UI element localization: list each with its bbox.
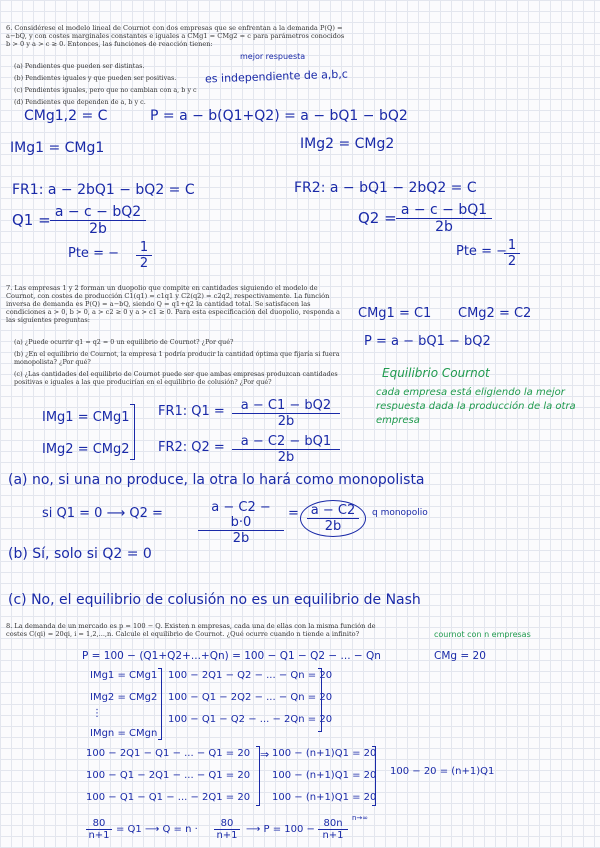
img1-equals-cmg1: IMg1 = CMg1 xyxy=(10,140,105,156)
slope-2-numerator: 1 xyxy=(504,238,520,254)
answer-7a-monopoly-fraction xyxy=(300,500,366,537)
q1-solution-fraction xyxy=(86,818,112,841)
q2-denominator: 2b xyxy=(435,219,453,235)
implies-arrow: ⇒ xyxy=(260,748,270,761)
handwritten-independent-note: es independiente de a,b,c xyxy=(204,67,349,86)
question-7a: (a) ¿Puede ocurrir q1 = q2 = 0 un equilibrio de Cournot? ¿Por qué? xyxy=(14,338,234,346)
answer-7a-denominator-1: 2b xyxy=(232,531,250,546)
problem-7-statement: 7. Las empresas 1 y 2 forman un duopolio que compite en cantidades siguiendo el modelo de Cournot, con costes de producción C1(q1) = c1q1 y C2(q2) = c2q2, respectivamente. La función inversa de demanda es P(Q) = a−bQ, siendo Q = q1+q2 la cantidad total. Se satisfacen las condiciones a > 0, b > 0, a > c2 ≥ 0 y a > c1 ≥ 0. Para esta especificación del duopolio, responda a las siguientes preguntas: xyxy=(6,284,340,324)
option-c: (c) Pendientes iguales, pero que no cambian con a, b y c xyxy=(14,86,197,94)
answer-7a-numerator-2: a − C2 xyxy=(307,503,359,519)
fr2-denominator-7: 2b xyxy=(277,450,295,465)
img-brace xyxy=(158,668,162,740)
equilibrium-note: cada empresa está eligiendo la mejor respuesta dada la producción de la otra empresa xyxy=(376,387,576,426)
symmetric-row-1: 100 − 2Q1 − Q1 − ... − Q1 = 20 xyxy=(86,748,251,759)
reaction-function-1: FR1: a − 2bQ1 − bQ2 = C xyxy=(12,182,195,198)
price-equation-6: P = a − b(Q1+Q2) = a − bQ1 − bQ2 xyxy=(150,108,408,124)
q1-denominator: 2b xyxy=(89,221,107,237)
fr2-label-7: FR2: Q2 = xyxy=(158,440,225,455)
q-total-label: = Q1 ⟶ Q = n · xyxy=(116,824,198,835)
slope-2-fraction xyxy=(504,238,520,269)
img-row-n: IMgn = CMgn xyxy=(90,728,158,739)
q2-numerator: a − c − bQ1 xyxy=(396,202,492,219)
result-row-2: 100 − (n+1)Q1 = 20 xyxy=(272,770,377,781)
slope-2-label: Pte = − xyxy=(456,244,507,259)
q1-solution-denominator: n+1 xyxy=(88,830,110,841)
result-final: 100 − 20 = (n+1)Q1 xyxy=(390,766,495,777)
q-total-fraction xyxy=(214,818,240,841)
q-total-denominator: n+1 xyxy=(216,830,238,841)
slope-1-label: Pte = − xyxy=(68,246,119,261)
img-row-dots: ⋮ xyxy=(92,708,102,719)
q2-fraction xyxy=(396,202,492,235)
problem-8-statement: 8. La demanda de un mercado es p = 100 − Q. Existen n empresas, cada una de ellas con la misma función de costes C(qi) = 20qi, i = 1,2,...,n. Calcule el equilibrio de Cournot. ¿Qué ocurre cuando n tiende a infinito? xyxy=(6,622,376,638)
fr2-numerator-7: a − C2 − bQ1 xyxy=(232,434,340,450)
fr1-numerator-7: a − C1 − bQ2 xyxy=(232,398,340,414)
cmg1-c1: CMg1 = C1 xyxy=(358,306,432,321)
note-mejor-respuesta: mejor respuesta xyxy=(240,52,306,61)
answer-7c: (c) No, el equilibrio de colusión no es un equilibrio de Nash xyxy=(8,592,421,608)
slope-1-numerator: 1 xyxy=(136,240,152,256)
fr1-fraction-7 xyxy=(232,398,340,429)
question-7c: (c) ¿Las cantidades del equilibrio de Cournot puede ser que ambas empresas produzcan cantidades positivas e iguales a las que producirían en el equilibrio de colusión? ¿Por qué? xyxy=(14,370,338,386)
slope-1-fraction xyxy=(136,240,152,271)
monopoly-note: q monopolio xyxy=(372,508,428,518)
system-brace xyxy=(318,668,322,732)
problem-6-statement: 6. Considérese el modelo lineal de Cournot con dos empresas que se enfrentan a la demanda P(Q) = a−bQ, y con costes marginales constantes e iguales a CMg1 = CMg2 = c para parámetros conocidos b > 0 y a > c ≥ 0. Entonces, las funciones de reacción tienen: xyxy=(6,24,345,48)
slope-2-denominator: 2 xyxy=(507,254,517,269)
img2-cmg2-7: IMg2 = CMg2 xyxy=(42,442,130,457)
answer-7a: (a) no, si una no produce, la otra lo hará como monopolista xyxy=(8,472,425,488)
price-equation-8: P = 100 − (Q1+Q2+...+Qn) = 100 − Q1 − Q2 − ... − Qn xyxy=(82,650,381,662)
q1-fraction xyxy=(50,204,146,237)
fr1-denominator-7: 2b xyxy=(277,414,295,429)
q1-numerator: a − c − bQ2 xyxy=(50,204,146,221)
price-solution-fraction xyxy=(318,818,348,841)
system-row-1: 100 − 2Q1 − Q2 − ... − Qn = 20 xyxy=(168,670,333,681)
q1-solution-numerator: 80 xyxy=(86,818,112,830)
img1-cmg1-7: IMg1 = CMg1 xyxy=(42,410,130,425)
fr1-label-7: FR1: Q1 = xyxy=(158,404,225,419)
answer-7a-derivation: si Q1 = 0 ⟶ Q2 = xyxy=(42,506,163,521)
reaction-function-2: FR2: a − bQ1 − 2bQ2 = C xyxy=(294,180,477,196)
system-row-2: 100 − Q1 − 2Q2 − ... − Qn = 20 xyxy=(168,692,333,703)
slope-1-denominator: 2 xyxy=(139,256,149,271)
price-solution-label: ⟶ P = 100 − xyxy=(246,824,315,835)
result-brace xyxy=(372,746,376,806)
system-row-n: 100 − Q1 − Q2 − ... − 2Qn = 20 xyxy=(168,714,333,725)
result-row-1: 100 − (n+1)Q1 = 20 xyxy=(272,748,377,759)
img-row-1: IMg1 = CMg1 xyxy=(90,670,158,681)
answer-7a-equals: = xyxy=(288,506,299,521)
cmg-20: CMg = 20 xyxy=(434,650,486,662)
fr2-fraction-7 xyxy=(232,434,340,465)
price-solution-denominator: n+1 xyxy=(322,830,344,841)
price-equation-7: P = a − bQ1 − bQ2 xyxy=(364,334,491,349)
symmetric-row-2: 100 − Q1 − 2Q1 − ... − Q1 = 20 xyxy=(86,770,251,781)
question-7b: (b) ¿En el equilibrio de Cournot, la empresa 1 podría producir la cantidad óptima que fijaría si fuera monopolista? ¿Por qué? xyxy=(14,350,340,366)
symmetric-row-3: 100 − Q1 − Q1 − ... − 2Q1 = 20 xyxy=(86,792,251,803)
limit-note: n→∞ xyxy=(352,814,369,822)
option-b: (b) Pendientes iguales y que pueden ser positivas. xyxy=(14,74,177,82)
option-d: (d) Pendientes que dependen de a, b y c. xyxy=(14,98,146,106)
option-a: (a) Pendientes que pueden ser distintas. xyxy=(14,62,145,70)
q2-label: Q2 = xyxy=(358,209,397,227)
q-total-numerator: 80 xyxy=(214,818,240,830)
cmg2-c2: CMg2 = C2 xyxy=(458,306,532,321)
answer-7b: (b) Sí, solo si Q2 = 0 xyxy=(8,546,152,562)
cournot-n-note: cournot con n empresas xyxy=(434,630,531,639)
answer-7a-denominator-2: 2b xyxy=(324,519,342,534)
answer-7a-numerator-1: a − C2 − b·0 xyxy=(198,500,284,531)
system-brace-7 xyxy=(130,404,135,460)
equilibrium-title: Equilibrio Cournot xyxy=(382,366,490,380)
img2-equals-cmg2: IMg2 = CMg2 xyxy=(300,136,395,152)
q1-label: Q1 = xyxy=(12,211,51,229)
price-solution-numerator: 80n xyxy=(318,818,348,830)
result-row-3: 100 − (n+1)Q1 = 20 xyxy=(272,792,377,803)
answer-7a-fraction-1 xyxy=(198,500,284,546)
img-row-2: IMg2 = CMg2 xyxy=(90,692,158,703)
cmg-equation: CMg1,2 = C xyxy=(24,108,108,124)
